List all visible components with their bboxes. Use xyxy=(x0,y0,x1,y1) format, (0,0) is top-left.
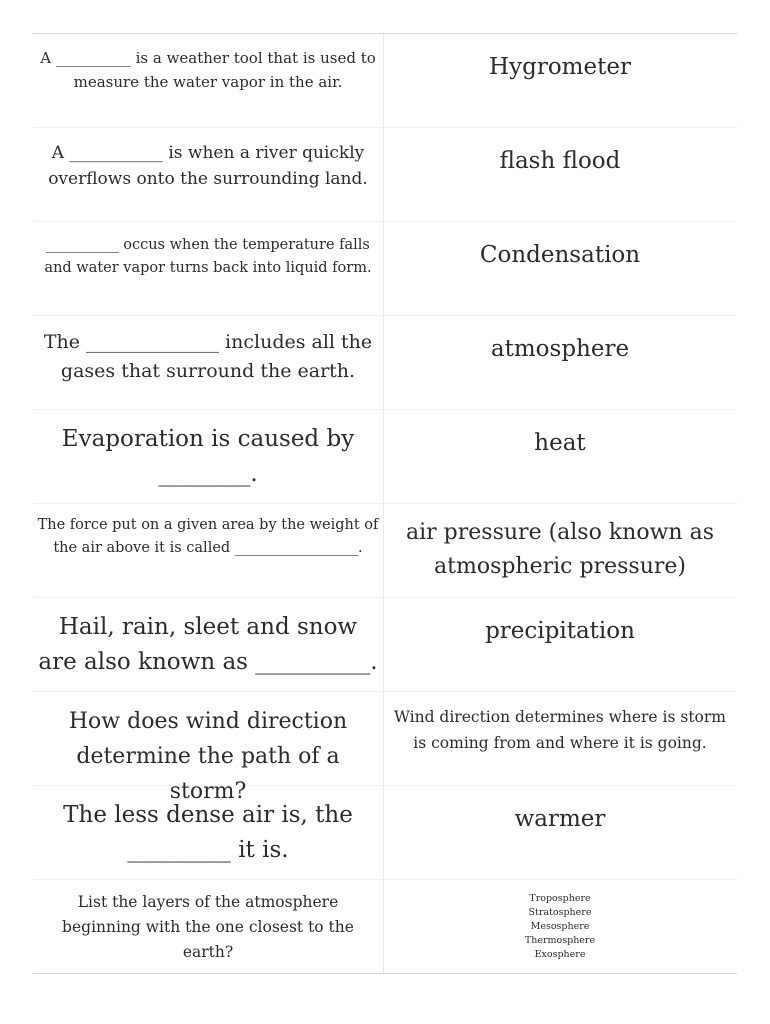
card-answer: Condensation xyxy=(479,242,641,268)
card-answer: heat xyxy=(534,430,586,456)
card-question: A __________ is a weather tool that is used to measure the water vapor in the air. xyxy=(40,49,376,91)
card-answer: flash flood xyxy=(499,148,621,174)
card-question: How does wind direction determine the path of a storm? xyxy=(68,709,348,804)
card-question: The less dense air is, the _________ it is. xyxy=(63,802,353,863)
flashcard-9 xyxy=(33,786,737,880)
card-question: A ___________ is when a river quickly overflows onto the surrounding land. xyxy=(48,143,368,189)
card-answer: precipitation xyxy=(485,618,635,644)
card-question: List the layers of the atmosphere beginning with the one closest to the earth? xyxy=(62,893,354,961)
layer-item: Stratosphere xyxy=(528,907,592,918)
layer-item: Exosphere xyxy=(534,949,586,960)
layer-item: Troposphere xyxy=(529,893,591,904)
card-answer: Wind direction determines where is storm is coming from and where it is going. xyxy=(393,708,726,752)
layer-item: Mesosphere xyxy=(530,921,590,932)
card-question: Evaporation is caused by ________. xyxy=(61,426,355,487)
card-question: The force put on a given area by the weight of the air above it is called _________________. xyxy=(37,517,379,556)
flashcard-5 xyxy=(33,410,737,504)
card-question: The ______________ includes all the gases that surround the earth. xyxy=(43,331,373,382)
card-answer: warmer xyxy=(514,806,606,832)
flashcard-4 xyxy=(33,316,737,410)
flashcard-2 xyxy=(33,128,737,222)
card-answer: air pressure (also known as atmospheric pressure) xyxy=(406,520,714,579)
flashcard-10 xyxy=(33,880,737,974)
flashcard-8 xyxy=(33,692,737,804)
flashcard-7 xyxy=(33,598,737,692)
card-answer-layer-list xyxy=(383,880,737,974)
flashcard-1 xyxy=(33,34,737,128)
card-answer: Hygrometer xyxy=(489,54,631,80)
card-question: __________ occus when the temperature falls and water vapor turns back into liquid form. xyxy=(44,237,372,276)
layer-item: Thermosphere xyxy=(524,935,596,946)
flashcard-sheet xyxy=(33,33,737,974)
flashcard-6 xyxy=(33,504,737,598)
flashcard-3 xyxy=(33,222,737,316)
card-question: Hail, rain, sleet and snow are also known as __________. xyxy=(38,614,378,675)
card-answer: atmosphere xyxy=(490,336,630,362)
